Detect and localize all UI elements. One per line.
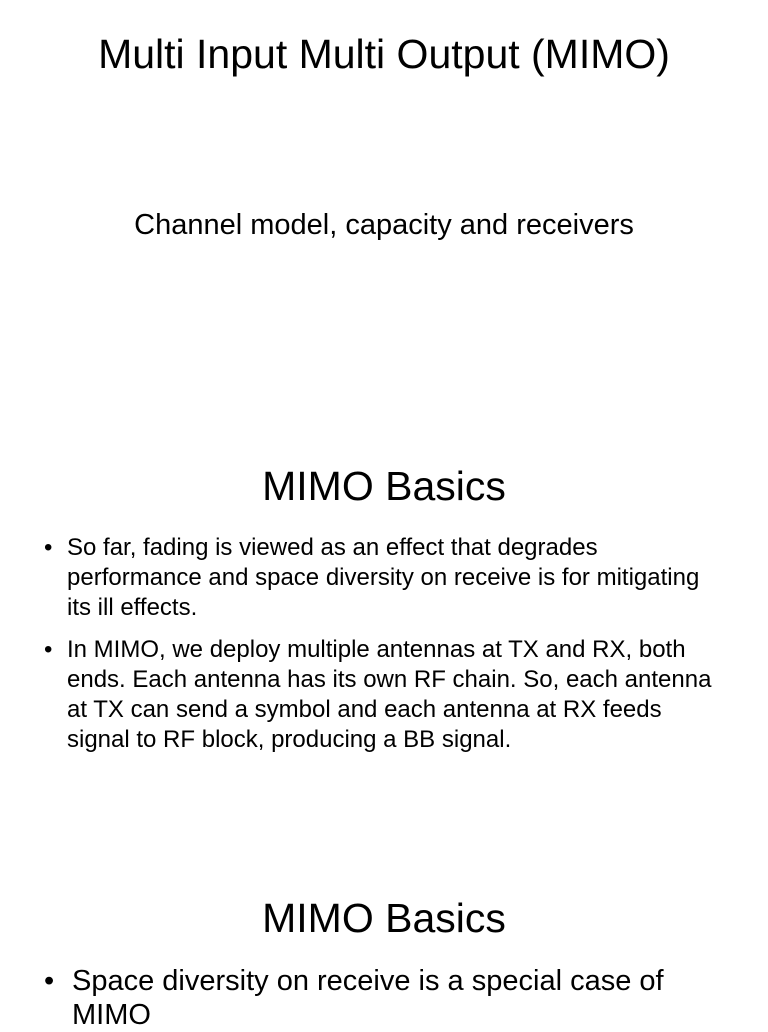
bullet-icon: • bbox=[44, 965, 55, 997]
bullet-item bbox=[0, 635, 768, 755]
bullet-text: So far, fading is viewed as an effect that degrades performance and space diversity on receive is for mitigating its ill effects. bbox=[67, 534, 700, 621]
slide-1-title: Multi Input Multi Output (MIMO) bbox=[98, 31, 670, 77]
bullet-text: In MIMO, we deploy multiple antennas at TX and RX, both ends. Each antenna has its own RF chain. So, each antenna at TX can send a symbol and each antenna at RX feeds signal to RF block, producing a BB signal. bbox=[67, 636, 712, 753]
bullet-icon: • bbox=[44, 534, 53, 561]
bullet-item bbox=[0, 533, 768, 623]
slide-1-subtitle: Channel model, capacity and receivers bbox=[134, 209, 634, 241]
slide-2 bbox=[0, 430, 768, 860]
slide-2-bullet-list bbox=[0, 533, 768, 767]
slide-3-bullet-list bbox=[0, 964, 768, 1032]
slide-3-title: MIMO Basics bbox=[262, 895, 506, 941]
bullet-icon: • bbox=[44, 636, 53, 663]
bullet-item bbox=[0, 964, 768, 1032]
bullet-text: Space diversity on receive is a special case of MIMO bbox=[72, 965, 664, 1031]
slide-1 bbox=[0, 0, 768, 430]
slide-2-title: MIMO Basics bbox=[262, 463, 506, 509]
slide-3 bbox=[0, 860, 768, 1031]
